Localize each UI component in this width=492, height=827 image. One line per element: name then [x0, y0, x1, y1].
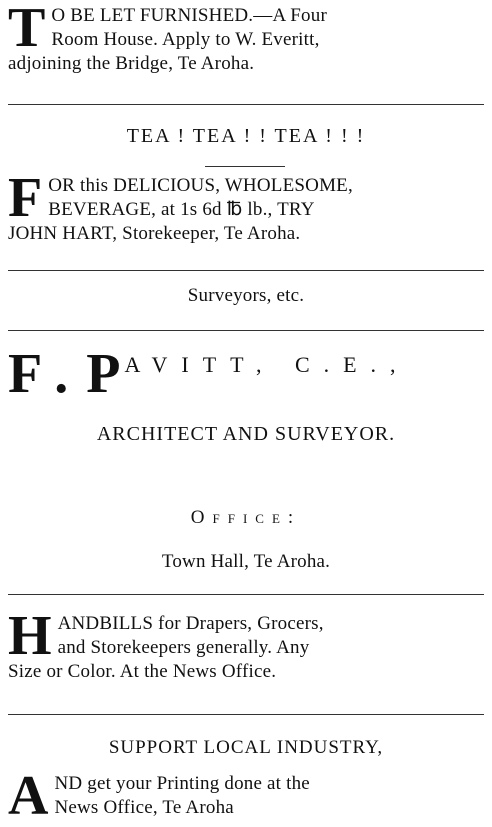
ad-to-let-line-3: adjoining the Bridge, Te Aroha.	[8, 53, 255, 74]
ad-to-let-line-1: O BE LET FURNISHED.—A Four	[51, 5, 327, 26]
separator-rule	[8, 104, 484, 105]
dropcap-h: H	[8, 605, 52, 667]
ad-handbills	[8, 605, 484, 684]
support-heading: SUPPORT LOCAL INDUSTRY,	[108, 737, 384, 758]
separator-rule	[8, 330, 484, 331]
separator-rule	[8, 270, 484, 271]
ad-handbills-line-2: and Storekeepers generally. Any	[57, 637, 310, 658]
ad-tea-body	[8, 167, 484, 246]
dropcap-t: T	[8, 0, 46, 59]
tea-heading: TEA ! TEA ! ! TEA ! ! !	[126, 125, 366, 147]
ad-tea-heading	[8, 124, 484, 148]
ad-tea-line-3: JOHN HART, Storekeeper, Te Aroha.	[8, 223, 301, 244]
ad-printing-line-2: News Office, Te Aroha	[54, 797, 234, 818]
ad-tea-line-1: OR this DELICIOUS, WHOLESOME,	[48, 175, 353, 196]
office-address: Town Hall, Te Aroha.	[161, 551, 331, 572]
separator-rule	[8, 714, 484, 715]
surveyors-heading: Surveyors, etc.	[187, 285, 305, 306]
initial-f: F	[8, 343, 43, 405]
dropcap-a: A	[8, 765, 49, 827]
office-label: Office:	[190, 507, 302, 528]
profession-block	[8, 422, 484, 446]
separator-rule	[8, 594, 484, 595]
short-rule	[205, 166, 285, 167]
surname-rest: AVITT, C.E.,	[124, 352, 410, 377]
ad-handbills-line-1: ANDBILLS for Drapers, Grocers,	[57, 613, 324, 634]
ad-printing-line-1: ND get your Printing done at the	[54, 773, 310, 794]
initial-dot: .	[54, 343, 69, 405]
office-label-block	[8, 506, 484, 530]
ad-tea-line-2: BEVERAGE, at 1s 6d ℔ lb., TRY	[48, 199, 315, 220]
ad-printing	[8, 765, 484, 827]
pavitt-name	[8, 343, 484, 410]
ad-to-let	[8, 0, 484, 76]
initial-p: P	[86, 343, 121, 405]
ad-handbills-line-3: Size or Color. At the News Office.	[8, 661, 277, 682]
ad-to-let-line-2: Room House. Apply to W. Everitt,	[51, 29, 320, 50]
profession: ARCHITECT AND SURVEYOR.	[96, 423, 396, 445]
office-address-block	[8, 550, 484, 574]
surveyors-heading-block	[8, 284, 484, 308]
dropcap-f: F	[8, 167, 43, 229]
support-heading-block	[8, 736, 484, 760]
